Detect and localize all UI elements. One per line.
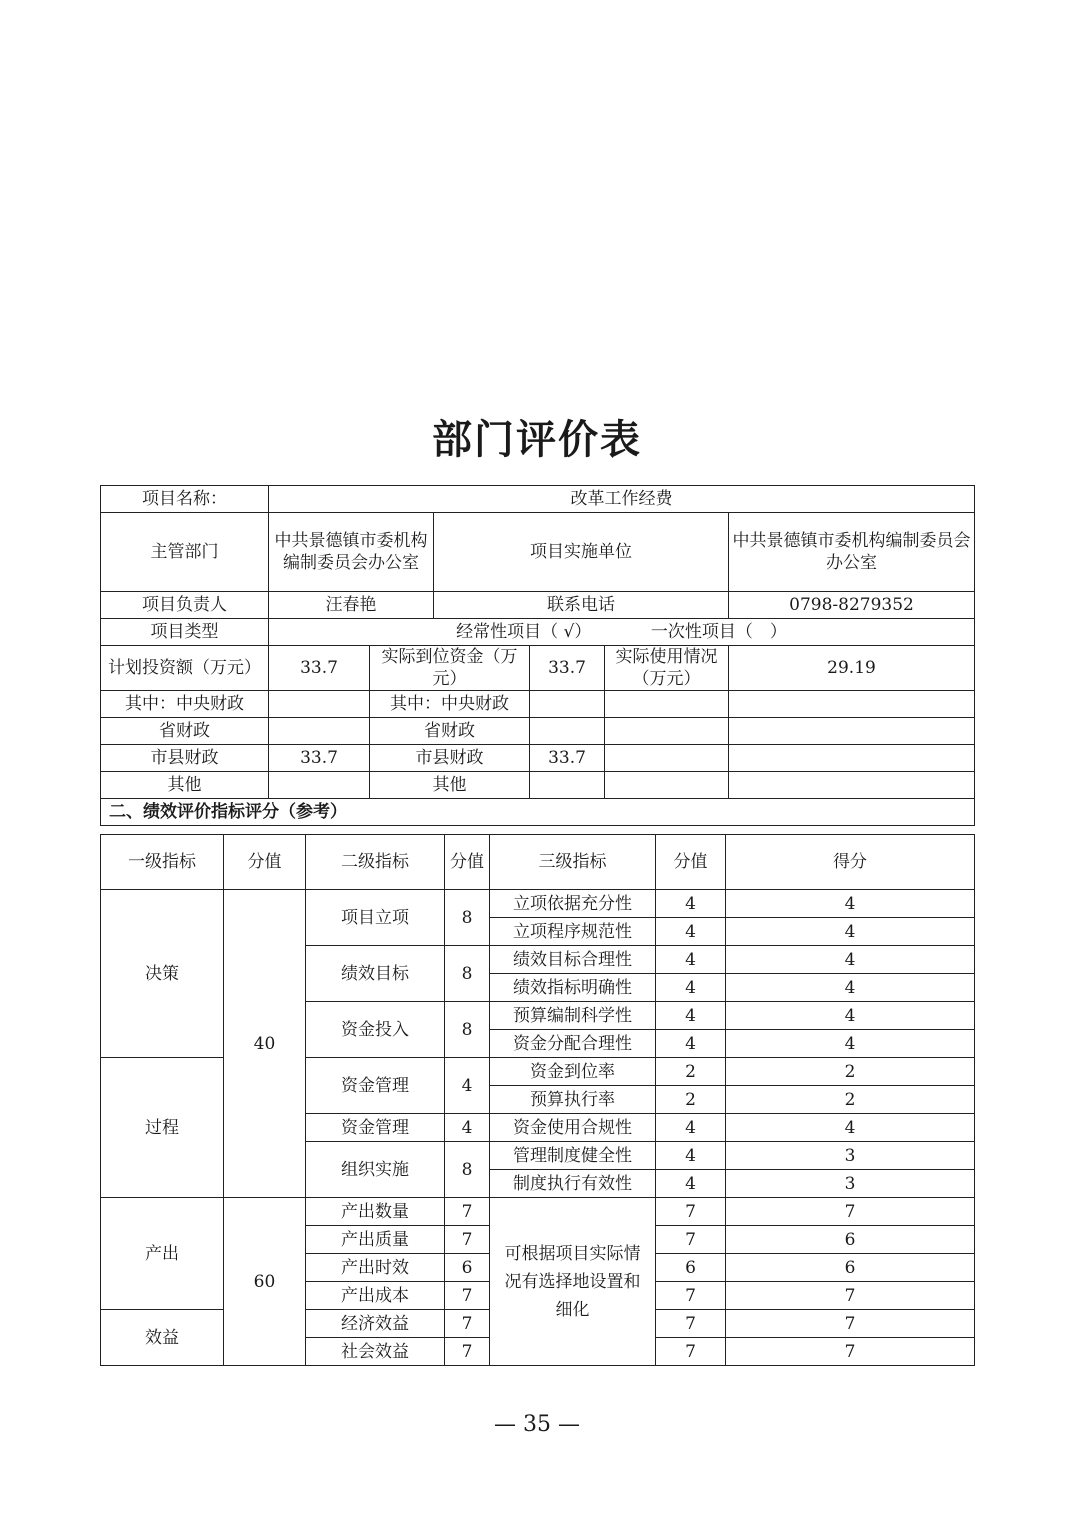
dept-value: 中共景德镇市委机构编制委员会办公室 — [269, 513, 434, 592]
plan-label: 计划投资额（万元） — [101, 646, 269, 691]
header-score2: 分值 — [445, 835, 490, 890]
s3-cell: 7 — [656, 1338, 726, 1366]
got-cell: 4 — [726, 890, 975, 918]
arrived-label: 实际到位资金（万元） — [370, 646, 530, 691]
header-l2: 二级指标 — [306, 835, 445, 890]
got-cell: 3 — [726, 1170, 975, 1198]
got-cell: 4 — [726, 974, 975, 1002]
page-number: — 35 — — [494, 1412, 580, 1437]
leader-value: 汪春艳 — [269, 592, 434, 619]
s2-cell: 8 — [445, 890, 490, 946]
s2-cell: 8 — [445, 946, 490, 1002]
l2-cell: 产出时效 — [306, 1254, 445, 1282]
city-plan-value: 33.7 — [269, 745, 370, 772]
central-label: 其中：中央财政 — [101, 691, 269, 718]
l2-cell: 经济效益 — [306, 1310, 445, 1338]
l2-cell: 产出数量 — [306, 1198, 445, 1226]
s2-cell: 7 — [445, 1282, 490, 1310]
performance-score-table — [100, 834, 975, 1366]
table-row — [101, 1198, 975, 1226]
l2-cell: 项目立项 — [306, 890, 445, 946]
s3-cell: 4 — [656, 1114, 726, 1142]
other-label-2: 其他 — [370, 772, 530, 799]
other-label: 其他 — [101, 772, 269, 799]
got-cell: 4 — [726, 918, 975, 946]
header-score3: 分值 — [656, 835, 726, 890]
s3-cell: 4 — [656, 946, 726, 974]
s3-cell: 4 — [656, 974, 726, 1002]
l2-cell: 资金管理 — [306, 1058, 445, 1114]
got-cell: 6 — [726, 1254, 975, 1282]
s2-cell: 8 — [445, 1002, 490, 1058]
l3-cell: 资金使用合规性 — [490, 1114, 656, 1142]
s2-cell: 7 — [445, 1310, 490, 1338]
got-cell: 7 — [726, 1310, 975, 1338]
got-cell: 7 — [726, 1282, 975, 1310]
s2-cell: 4 — [445, 1114, 490, 1142]
dept-label: 主管部门 — [101, 513, 269, 592]
table-row — [101, 890, 975, 918]
l2-cell: 社会效益 — [306, 1338, 445, 1366]
s3-cell: 4 — [656, 1030, 726, 1058]
l3-cell: 绩效目标合理性 — [490, 946, 656, 974]
s2-cell: 7 — [445, 1338, 490, 1366]
phone-value: 0798-8279352 — [729, 592, 975, 619]
header-got: 得分 — [726, 835, 975, 890]
impl-unit-label: 项目实施单位 — [434, 513, 729, 592]
score-60: 60 — [224, 1198, 306, 1366]
l3-cell: 制度执行有效性 — [490, 1170, 656, 1198]
used-label: 实际使用情况（万元） — [605, 646, 729, 691]
l3-cell: 资金到位率 — [490, 1058, 656, 1086]
l3-cell: 预算执行率 — [490, 1086, 656, 1114]
s3-cell: 4 — [656, 918, 726, 946]
s2-cell: 4 — [445, 1058, 490, 1114]
l2-cell: 资金投入 — [306, 1002, 445, 1058]
type-label: 项目类型 — [101, 619, 269, 646]
s2-cell: 7 — [445, 1198, 490, 1226]
l3-cell: 立项程序规范性 — [490, 918, 656, 946]
s2-cell: 6 — [445, 1254, 490, 1282]
category-decision: 决策 — [101, 890, 224, 1058]
score-40: 40 — [224, 890, 306, 1198]
got-cell: 4 — [726, 1002, 975, 1030]
optional-note: 可根据项目实际情况有选择地设置和细化 — [490, 1198, 656, 1366]
l3-cell: 立项依据充分性 — [490, 890, 656, 918]
l2-cell: 组织实施 — [306, 1142, 445, 1198]
category-process: 过程 — [101, 1058, 224, 1198]
s3-cell: 7 — [656, 1198, 726, 1226]
city-arrived-value: 33.7 — [530, 745, 605, 772]
plan-value: 33.7 — [269, 646, 370, 691]
l3-cell: 绩效指标明确性 — [490, 974, 656, 1002]
page-title: 部门评价表 — [432, 416, 642, 463]
project-name-value: 改革工作经费 — [269, 486, 975, 513]
impl-unit-value: 中共景德镇市委机构编制委员会办公室 — [729, 513, 975, 592]
phone-label: 联系电话 — [434, 592, 729, 619]
l3-cell: 资金分配合理性 — [490, 1030, 656, 1058]
got-cell: 2 — [726, 1058, 975, 1086]
s3-cell: 2 — [656, 1086, 726, 1114]
header-l3: 三级指标 — [490, 835, 656, 890]
l2-cell: 产出成本 — [306, 1282, 445, 1310]
category-benefit: 效益 — [101, 1310, 224, 1366]
province-label: 省财政 — [101, 718, 269, 745]
header-l1: 一级指标 — [101, 835, 224, 890]
type-value: 经常性项目（ √） 一次性项目（ ） — [269, 619, 975, 646]
central-label-2: 其中：中央财政 — [370, 691, 530, 718]
s3-cell: 2 — [656, 1058, 726, 1086]
s3-cell: 7 — [656, 1310, 726, 1338]
city-label: 市县财政 — [101, 745, 269, 772]
s3-cell: 4 — [656, 1002, 726, 1030]
got-cell: 4 — [726, 1114, 975, 1142]
got-cell: 7 — [726, 1338, 975, 1366]
arrived-value: 33.7 — [530, 646, 605, 691]
header-score1: 分值 — [224, 835, 306, 890]
l2-cell: 产出质量 — [306, 1226, 445, 1254]
s2-cell: 7 — [445, 1226, 490, 1254]
project-name-label: 项目名称： — [101, 486, 269, 513]
project-info-table — [100, 485, 975, 826]
got-cell: 6 — [726, 1226, 975, 1254]
l2-cell: 绩效目标 — [306, 946, 445, 1002]
s3-cell: 4 — [656, 1170, 726, 1198]
got-cell: 3 — [726, 1142, 975, 1170]
section2-title: 二、绩效评价指标评分（参考） — [101, 799, 975, 826]
leader-label: 项目负责人 — [101, 592, 269, 619]
l3-cell: 预算编制科学性 — [490, 1002, 656, 1030]
got-cell: 4 — [726, 1030, 975, 1058]
got-cell: 4 — [726, 946, 975, 974]
l2-cell: 资金管理 — [306, 1114, 445, 1142]
province-label-2: 省财政 — [370, 718, 530, 745]
used-value: 29.19 — [729, 646, 975, 691]
s3-cell: 4 — [656, 890, 726, 918]
city-label-2: 市县财政 — [370, 745, 530, 772]
got-cell: 7 — [726, 1198, 975, 1226]
s2-cell: 8 — [445, 1142, 490, 1198]
s3-cell: 7 — [656, 1226, 726, 1254]
got-cell: 2 — [726, 1086, 975, 1114]
l3-cell: 管理制度健全性 — [490, 1142, 656, 1170]
s3-cell: 6 — [656, 1254, 726, 1282]
s3-cell: 7 — [656, 1282, 726, 1310]
category-output: 产出 — [101, 1198, 224, 1310]
s3-cell: 4 — [656, 1142, 726, 1170]
